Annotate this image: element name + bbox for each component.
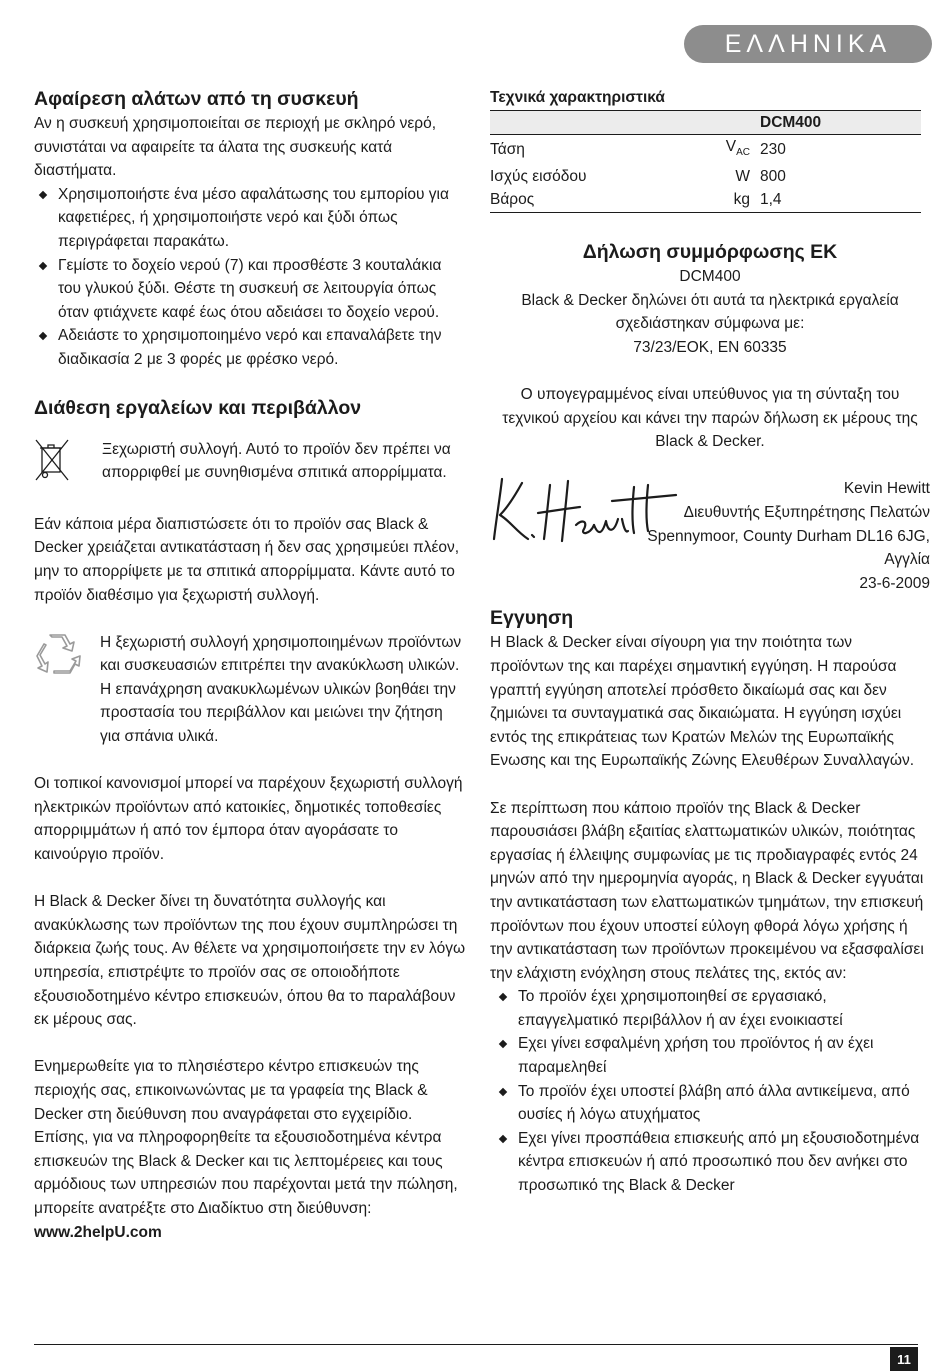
descaling-heading: Αφαίρεση αλάτων από τη συσκευή [34, 88, 359, 110]
right-column [490, 86, 930, 1198]
signer-name: Kevin Hewitt [843, 480, 930, 498]
descaling-steps [34, 183, 466, 372]
table-row [490, 165, 921, 189]
table-row [490, 188, 921, 212]
declaration-heading: Δήλωση συμμόρφωσης ΕΚ [582, 241, 838, 264]
specs-title: Τεχνικά χαρακτηριστικά [490, 89, 665, 106]
declaration-responsibility: Ο υπογεγραμμένος είναι υπεύθυνος για τη σύνταξη του τεχνικού αρχείου και κάνει την παρών δήλωση εκ μέρους της Black & Decker. [502, 386, 918, 451]
signer-country: Αγγλία [884, 551, 930, 569]
page-number: 11 [890, 1347, 918, 1371]
warranty-heading: Εγγυηση [490, 607, 574, 630]
recycling-text: Η ξεχωριστή συλλογή χρησιμοποιημένων προϊόντων και συσκευασιών επιτρέπει την ανακύκλωση υλικών. Η επανάχρηση ανακυκλωμένων υλικών βοηθάει την προστασία του περιβάλλον και μειώνει την ζήτηση για σπάνια υλικά. [100, 633, 462, 746]
signer-title: Διευθυντής Εξυπηρέτησης Πελατών [683, 504, 930, 521]
list-item: Γεμίστε το δοχείο νερού (7) και προσθέστε 3 κουταλάκια του γλυκού ξύδι. Θέστε τη συσκευή σε λειτουργία όπως όταν φτιάχνετε καφέ έως ότου αδειάσει το δοχείο νερού. [34, 254, 466, 325]
list-item: Το προϊόν έχει χρησιμοποιηθεί σε εργασιακό, επαγγελματικό περιβάλλον ή αν έχει ενοικιαστεί [494, 985, 930, 1032]
recycling-icon [34, 631, 100, 685]
declaration-model: DCM400 [679, 268, 741, 286]
separate-collection-block [34, 438, 466, 490]
spec-label: Βάρος [490, 188, 715, 212]
descaling-intro: Αν η συσκευή χρησιμοποιείται σε περιοχή με σκληρό νερό, συνιστάται να αφαιρείτε τα άλατα της συσκευής κατά διαστήματα. [34, 115, 437, 180]
spec-unit: $V_{AC}$ [725, 138, 750, 159]
declaration-date: 23-6-2009 [859, 574, 930, 592]
spec-unit: W [735, 167, 750, 185]
list-item: Χρησιμοποιήστε ένα μέσο αφαλάτωσης του εμπορίου για καφετιέρες, ή χρησιμοποιήστε νερό και ξύδι όπως περιγράφεται παρακάτω. [34, 183, 466, 254]
signature-icon [488, 473, 678, 551]
signature-block [490, 477, 930, 595]
specs-model: DCM400 [750, 110, 921, 135]
disposal-paragraph-1: Εάν κάποια μέρα διαπιστώσετε ότι το προϊόν σας Black & Decker χρειάζεται αντικατάσταση ή δεν σας χρησιμεύει πλέον, μην το απορρίψετε με τα σπιτικά απορρίμματα. Κάντε αυτό το προϊόν διαθέσιμο για ξεχωριστή συλλογή. [34, 515, 460, 604]
recycling-block [34, 631, 466, 749]
list-item: Το προϊόν έχει υποστεί βλάβη από άλλα αντικείμενα, από ουσίες ή λόγω ατυχήματος [494, 1080, 930, 1127]
spec-label: Ισχύς εισόδου [490, 167, 587, 185]
crossed-out-bin-icon [34, 438, 102, 490]
warranty-exclusions [490, 985, 930, 1197]
spec-value: 230 [760, 141, 786, 159]
separate-collection-text: Ξεχωριστή συλλογή. Αυτό το προϊόν δεν πρέπει να απορριφθεί με συνηθισμένα σπιτικά απορρίμματα. [102, 440, 451, 482]
service-info-text: Ενημερωθείτε για το πλησιέστερο κέντρο επισκευών της περιοχής σας, επικοινωνώντας με τα γραφεία της Black & Decker στη διεύθυνση που αναγράφεται στο εγχειρίδιο. Επίσης, για να πληροφορηθείτε τα εξουσιοδοτημένα κέντρα επισκευών της Black & Decker και τις λεπτομέρειες και τους αρμόδιους των υπηρεσιών που παρέχονται μετά την πώληση, μπορείτε ανατρέξτε στο Διαδίκτυο στη διεύθυνση: [34, 1058, 458, 1217]
spec-unit: kg [715, 188, 750, 212]
spec-value: 1,4 [750, 188, 921, 212]
service-website-link[interactable]: www.2helpU.com [34, 1223, 162, 1241]
declaration-statement: Black & Decker δηλώνει ότι αυτά τα ηλεκτρικά εργαλεία σχεδιάστηκαν σύμφωνα με: [521, 291, 899, 333]
disposal-paragraph-3: Η Black & Decker δίνει τη δυνατότητα συλλογής και ανακύκλωσης των προϊόντων της που έχουν συμπληρώσει τη διάρκεια ζωής τους. Αν θέλετε να χρησιμοποιήσετε την εν λόγω υπηρεσία, επιστρέψτε το προϊόν σας σε οποιοδήποτε εξουσιοδοτημένο κέντρο επισκευών, όπου θα το παραλάβουν εκ μέρους σας. [34, 893, 466, 1029]
specs-table [490, 110, 921, 213]
list-item: Αδειάστε το χρησιμοποιημένο νερό και επαναλάβετε την διαδικασία 2 με 3 φορές με φρέσκο νερό. [34, 324, 466, 371]
disposal-heading: Διάθεση εργαλείων και περιβάλλον [34, 396, 362, 419]
left-column [34, 86, 466, 1244]
table-row [490, 135, 921, 165]
spec-label: Τάση [490, 141, 525, 159]
footer-divider [34, 1344, 918, 1345]
disposal-paragraph-4 [34, 1055, 466, 1244]
spec-value: 800 [760, 167, 786, 185]
language-tab: ΕΛΛΗΝΙΚΑ [684, 25, 932, 63]
list-item: Εχει γίνει εσφαλμένη χρήση του προϊόντος ή αν έχει παραμεληθεί [494, 1032, 930, 1079]
declaration-standards: 73/23/ΕΟΚ, EN 60335 [633, 338, 787, 356]
warranty-paragraph-1: Η Black & Decker είναι σίγουρη για την ποιότητα των προϊόντων της και παρέχει σημαντική εγγύηση. Η παρούσα γραπτή εγγύηση αποτελεί πρόσθετο δικαίωμά σας και δεν ζημιώνει τα συνταγματικά σας δικαιώματα. Η εγγύηση ισχύει εντός της επικράτειας των Κρατών Μελών της Ευρωπαϊκής Ενωσης και της Ευρωπαϊκής Ζώνης Ελευθέρων Συναλλαγών. [490, 634, 915, 770]
specs-header-row [490, 110, 921, 135]
signer-address: Spennymoor, County Durham DL16 6JG, [647, 527, 930, 545]
disposal-paragraph-2: Οι τοπικοί κανονισμοί μπορεί να παρέχουν ξεχωριστή συλλογή ηλεκτρικών προϊόντων από κατοικίες, δημοτικές τοποθεσίες απορριμμάτων ή από τον έμπορα όταν αγοράσατε το καινούργιο προϊόν. [34, 775, 463, 864]
list-item: Εχει γίνει προσπάθεια επισκευής από μη εξουσιοδοτημένα κέντρα επισκευών ή από προσωπικό που δεν ανήκει στο προσωπικό της Black & Decker [494, 1127, 930, 1198]
warranty-paragraph-2: Σε περίπτωση που κάποιο προϊόν της Black & Decker παρουσιάσει βλάβη εξαιτίας ελαττωματικών υλικών, ποιότητας εργασίας ή έλλειψης συμφωνίας με τις προδιαγραφές εντός 24 μηνών από την ημερομηνία αγοράς, η Black & Decker εγγυάται την αντικατάσταση των ελαττωματικών τμημάτων, την επισκευή προϊόντων που έχουν υποστεί εύλογη φθορά λόγω χρήσης ή την αντικατάσταση των προϊόντων προκειμένου να εξασφαλίσει την ελάχιστη ενόχληση στους πελάτες της, εκτός αν: [490, 799, 924, 982]
